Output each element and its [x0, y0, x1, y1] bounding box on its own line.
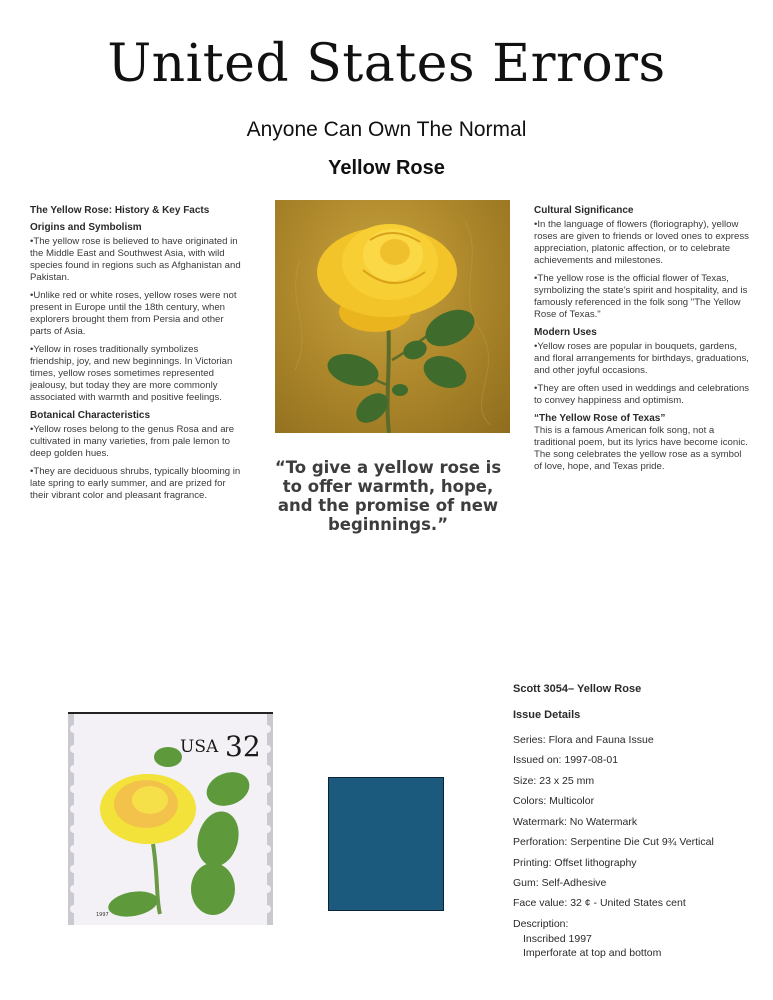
paragraph: •Yellow roses are popular in bouquets, gardens, and floral arrangements for birthdays, graduations, and other joyful occasions. — [534, 341, 749, 376]
yellow-rose-painting — [275, 200, 510, 433]
description-line: Imperforate at top and bottom — [523, 947, 662, 959]
paragraph: This is a famous American folk song, not a traditional poem, but its lyrics have become iconic. The song celebrates the yellow rose as a symbol of love, hope, and Texas pride. — [534, 425, 748, 472]
stamp-image — [68, 712, 273, 925]
detail-watermark: Watermark: No Watermark — [513, 816, 638, 828]
description-line: Inscribed 1997 — [523, 933, 592, 945]
origins-section — [30, 222, 244, 404]
paragraph: •In the language of flowers (floriography), yellow roses are given to friends or loved ones to express appreciation, platonic affection, or to celebrate achievements and milestones. — [534, 219, 749, 266]
detail-printing: Printing: Offset lithography — [513, 857, 637, 869]
detail-description-label: Description: — [513, 918, 569, 930]
section-title: Botanical Characteristics — [30, 410, 151, 421]
quote-text: “To give a yellow rose is to offer warmth, hope, and the promise of new beginnings.” — [274, 458, 502, 534]
modern-uses-section — [534, 327, 750, 407]
section-title: “The Yellow Rose of Texas” — [534, 413, 666, 424]
section-title: Origins and Symbolism — [30, 222, 142, 233]
paragraph: •Yellow in roses traditionally symbolizes friendship, joy, and new beginnings. In Victorian times, yellow roses sometimes represented jealousy, but today they are more commonly associated with warmth and positive feelings. — [30, 344, 233, 403]
paragraph: •Yellow roses belong to the genus Rosa and are cultivated in many varieties, from pale lemon to deep golden hues. — [30, 424, 235, 459]
issue-details-heading: Issue Details — [513, 709, 581, 721]
stamp-denomination: 32 — [225, 730, 261, 763]
history-heading: The Yellow Rose: History & Key Facts — [30, 205, 210, 216]
history-column — [30, 205, 244, 508]
significance-column — [534, 205, 750, 479]
rose-illustration-icon — [275, 200, 510, 433]
paragraph: •Unlike red or white roses, yellow roses were not present in Europe until the 18th century, when explorers brought them from Persia and other parts of Asia. — [30, 290, 237, 337]
song-section — [534, 413, 750, 473]
color-swatch — [328, 777, 444, 911]
paragraph: •The yellow rose is believed to have originated in the Middle East and Southwest Asia, with wild species found in regions such as Afghanistan and Pakistan. — [30, 236, 241, 283]
paragraph: •They are deciduous shrubs, typically blooming in late spring to early summer, and are prized for their vibrant color and pleasant fragrance. — [30, 466, 241, 501]
detail-colors: Colors: Multicolor — [513, 795, 595, 807]
detail-gum: Gum: Self-Adhesive — [513, 877, 607, 889]
section-title: Modern Uses — [534, 327, 597, 338]
detail-face-value: Face value: 32 ¢ - United States cent — [513, 897, 686, 909]
page-title: United States Errors — [107, 34, 666, 94]
page-subtitle: Anyone Can Own The Normal — [246, 118, 527, 141]
detail-series: Series: Flora and Fauna Issue — [513, 734, 654, 746]
stamp-name-heading: Yellow Rose — [328, 157, 445, 179]
botanical-section — [30, 410, 244, 502]
detail-size: Size: 23 x 25 mm — [513, 775, 595, 787]
cultural-section — [534, 205, 750, 321]
paragraph: •They are often used in weddings and celebrations to convey happiness and optimism. — [534, 383, 750, 406]
section-title: Cultural Significance — [534, 205, 634, 216]
paragraph: •The yellow rose is the official flower of Texas, symbolizing the state’s spirit and hospitality, and is famously referenced in the folk song "The Yellow Rose of Texas." — [534, 273, 748, 320]
stamp-year: 1997 — [96, 912, 109, 918]
detail-issued-on: Issued on: 1997-08-01 — [513, 754, 619, 766]
detail-perforation: Perforation: Serpentine Die Cut 9¾ Vertical — [513, 836, 714, 848]
yellow-rose-stamp-icon — [68, 714, 273, 925]
stamp-country-label: USA — [180, 737, 219, 757]
catalog-number: Scott 3054– Yellow Rose — [513, 683, 642, 695]
